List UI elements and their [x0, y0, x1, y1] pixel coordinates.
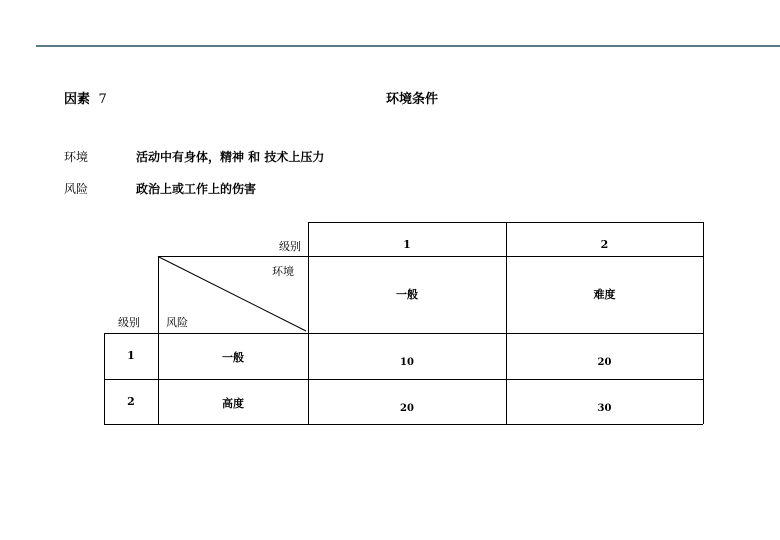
header-level-label: 级别 [279, 240, 301, 253]
factor-number: 7 [98, 92, 107, 107]
row-1-label: 一般 [222, 351, 244, 364]
factor-label-text: 因素 [64, 92, 91, 107]
row-2-level: 2 [127, 395, 135, 408]
row-2-label: 高度 [222, 397, 244, 410]
definition-desc-risk: 政治上或工作上的伤害 [136, 182, 257, 196]
column-label-difficult: 难度 [593, 288, 616, 301]
definition-term-environment: 环境 [64, 150, 89, 164]
row-risk-label: 风险 [166, 316, 188, 329]
row-1-value-2: 20 [597, 357, 612, 368]
definition-term-risk: 风险 [64, 182, 89, 196]
row-2-value-2: 30 [597, 403, 612, 414]
row-level-label: 级别 [118, 316, 140, 329]
column-level-2: 2 [600, 238, 609, 251]
factor-title: 环境条件 [386, 92, 439, 107]
row-2-value-1: 20 [400, 403, 414, 414]
column-level-1: 1 [403, 238, 411, 251]
row-1-value-1: 10 [400, 357, 414, 368]
column-label-general: 一般 [396, 288, 418, 301]
header-environment-label: 环境 [272, 265, 294, 278]
definition-desc-environment: 活动中有身体，精神 和 技术上压力 [136, 150, 325, 164]
row-1-level: 1 [127, 349, 135, 362]
